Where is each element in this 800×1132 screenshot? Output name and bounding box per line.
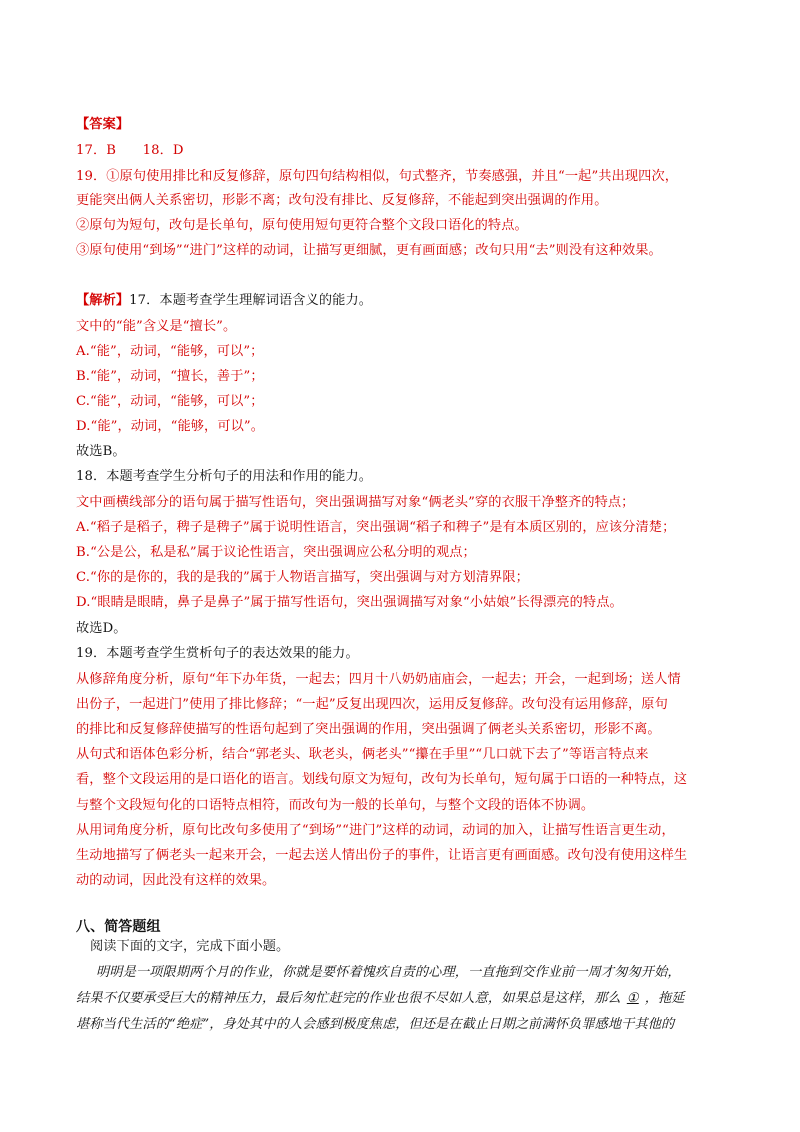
analysis-18-line: 故选D。 [76,621,127,636]
analysis-19-line: 看，整个文段运用的是口语化的语言。划线句原文为短句，改句为长单句，短句属于口语的一种特点，这 [76,772,688,787]
analysis-17-line: B.“能”，动词，“擅长，善于”； [76,369,264,384]
passage-line: 堪称当代生活的“绝症”，身处其中的人会感到极度焦虑，但还是在截止日期之前满怀负罪感地干其他的 [76,1017,675,1032]
analysis-17-line: 文中的“能”含义是“擅长”。 [76,319,237,334]
passage-line [76,990,736,1008]
answer-19-line: ③原句使用“到场”“进门”这样的动词，让描写更细腻，更有画面感；改句只用“去”则没有这种效果。 [76,243,662,258]
analysis-19-line: 动的动词，因此没有这样的效果。 [76,873,276,888]
analysis-17-title: 17．本题考查学生理解词语含义的能力。 [129,293,373,308]
answer-19-line: 19．①原句使用排比和反复修辞，原句四句结构相似，句式整齐，节奏感强，并且“一起”共出现四次， [76,169,679,184]
passage-text: ，拖延 [644,991,685,1006]
passage-line: 明明是一项限期两个月的作业，你就是要怀着愧疚自责的心理，一直拖到交作业前一周才匆匆开始， [96,965,681,980]
analysis-19-line: 19．本题考查学生赏析句子的表达效果的能力。 [76,646,359,661]
analysis-18-line: B.“公是公，私是私”属于议论性语言，突出强调应公私分明的观点； [76,545,476,560]
analysis-19-line: 出份子，一起进门”使用了排比修辞；“一起”反复出现四次，运用反复修辞。改句没有运用修辞，原句 [76,697,668,712]
analysis-17-line: D.“能”，动词，“能够，可以”。 [76,419,265,434]
analysis-19-line: 生动地描写了俩老头一起来开会，一起去送人情出份子的事件，让语言更有画面感。改句没有使用这样生 [76,848,688,863]
analysis-17-line: 故选B。 [76,444,126,459]
analysis-17-heading [76,292,736,310]
analysis-header: 【解析】 [76,293,130,308]
blank-1: ① [626,991,639,1006]
answer-header: 【答案】 [76,117,130,132]
answer-mc: 17．B 18．D [76,143,184,158]
analysis-18-line: C.“你的是你的，我的是我的”属于人物语言描写，突出强调与对方划清界限； [76,570,529,585]
analysis-18-line: D.“眼睛是眼睛，鼻子是鼻子”属于描写性语句，突出强调描写对象“小姑娘”长得漂亮的特点。 [76,595,623,610]
analysis-18-line: 文中画横线部分的语句属于描写性语句，突出强调描写对象“俩老头”穿的衣服干净整齐的特点； [76,495,635,510]
section-title: 八、简答题组 [76,919,161,935]
analysis-18-line: 18．本题考查学生分析句子的用法和作用的能力。 [76,469,373,484]
answer-19-line: ②原句为短句，改句是长单句，原句使用短句更符合整个文段口语化的特点。 [76,218,528,233]
answer-19-line: 更能突出俩人关系密切，形影不离；改句没有排比、反复修辞，不能起到突出强调的作用。 [76,193,608,208]
passage-text: 结果不仅要承受巨大的精神压力，最后匆忙赶完的作业也很不尽如人意，如果总是这样，那么 [76,991,621,1006]
analysis-18-line: A.“稻子是稻子，稗子是稗子”属于说明性语言，突出强调“稻子和稗子”是有本质区别的，应该分清楚； [76,520,676,535]
analysis-19-line: 与整个文段短句化的口语特点相符，而改句为一般的长单句，与整个文段的语体不协调。 [76,798,595,813]
analysis-19-line: 从修辞角度分析，原句“年下办年货，一起去；四月十八奶奶庙庙会，一起去；开会，一起到场；送人情 [76,672,681,687]
analysis-17-line: C.“能”，动词，“能够，可以”； [76,394,264,409]
analysis-19-line: 从句式和语体色彩分析，结合“郭老头、耿老头，俩老头”“攥在手里”“几口就下去了”等语言特点来 [76,747,649,762]
analysis-17-line: A.“能”，动词，“能够，可以”； [76,344,264,359]
analysis-19-line: 从用词角度分析，原句比改句多使用了“到场”“进门”这样的动词，动词的加入，让描写性语言更生动， [76,823,675,838]
instruction: 阅读下面的文字，完成下面小题。 [90,939,290,954]
analysis-19-line: 的排比和反复修辞使描写的性语句起到了突出强调的作用，突出强调了俩老头关系密切，形影不离。 [76,722,661,737]
